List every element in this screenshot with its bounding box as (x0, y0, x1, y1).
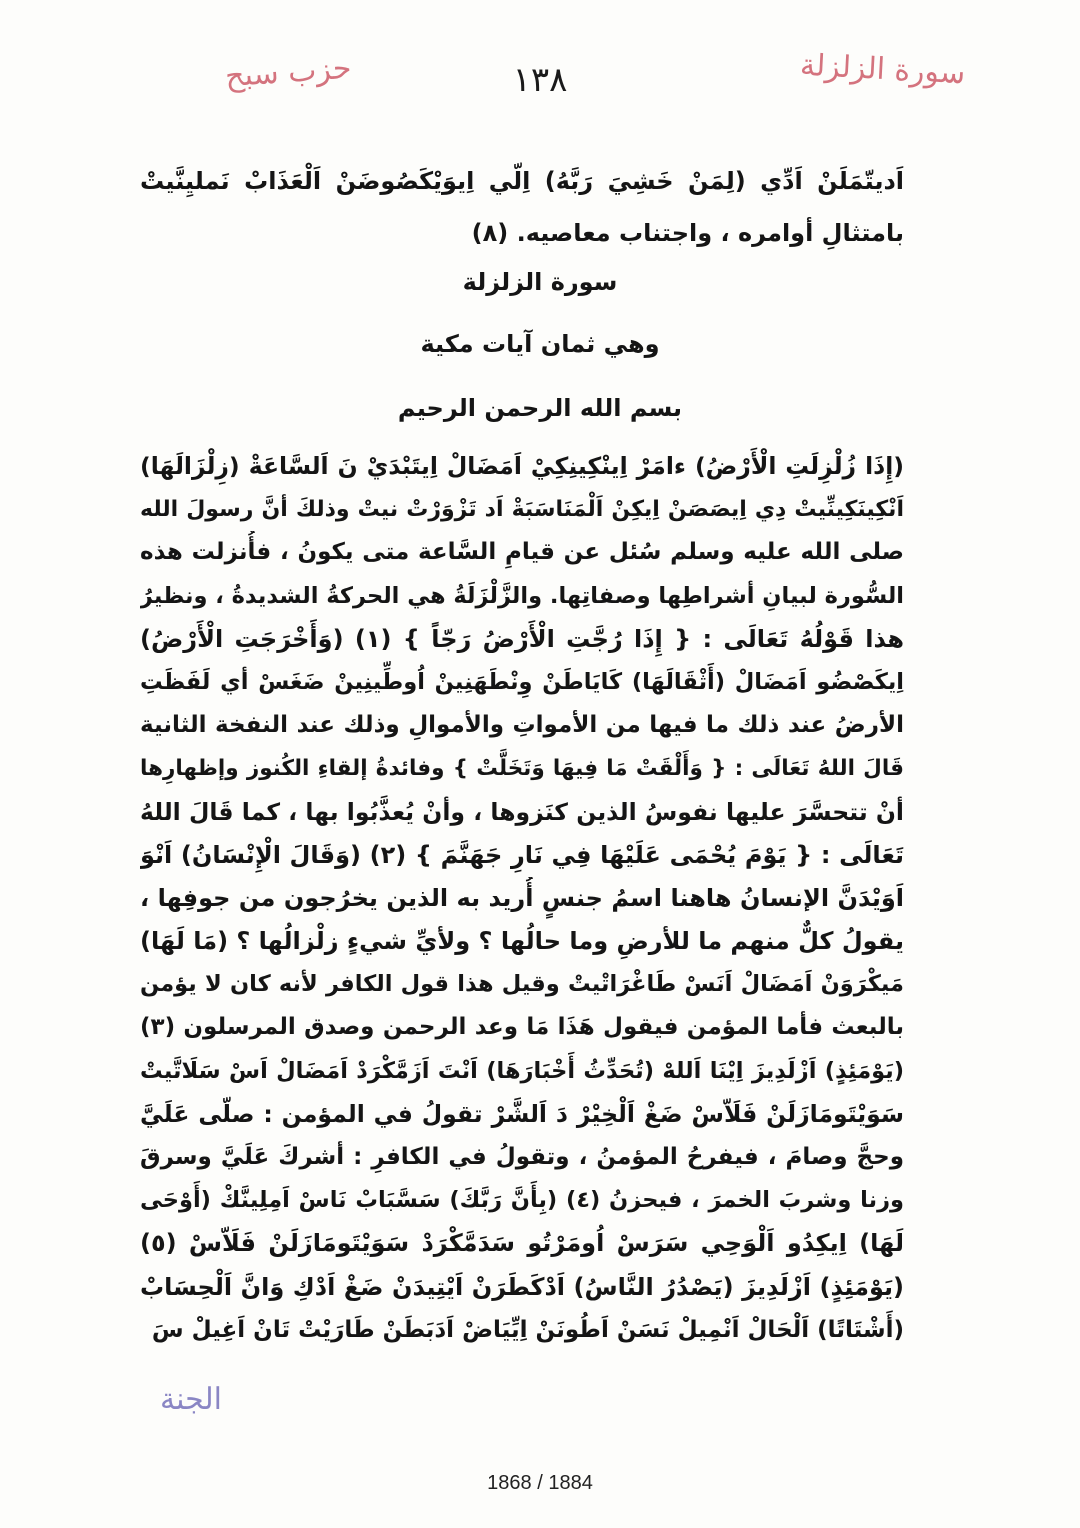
handwritten-note-hizb: حزب سبح (223, 50, 353, 95)
body-line: مَيكْرَوَنْ اَمَضَالْ اَنَسْ طَاغْرَاتْيتْ وقيل هذا قول الكافر لأنه كان لا يؤمن (140, 971, 904, 998)
basmala: بسم الله الرحمن الرحيم (397, 394, 683, 422)
body-line: (إِذَا زُلْزِلَتِ الْأَرْضُ) ءامَرْ اِينْكِينِكِيْ اَمَضَالْ اِيتَبْدَيْ نَ اَلسَّاعَةْ (زِلْزَالَهَا) (140, 452, 904, 480)
surah-subtitle: وهي ثمان آيات مكية (420, 330, 660, 358)
body-line: اَنْكِينَكِينِّيتْ دِي اِيصَصَنْ اِيكِنْ اَلْمَنَاسَبَةْ اَد تَزْوَرْتْ نيتْ وذلكَ أنَّ رسولَ الله (140, 497, 904, 523)
body-line: صلى الله عليه وسلم سُئل عن قيامِ السَّاعة متى يكونُ ، فأُنزلت هذه (140, 539, 904, 566)
page-counter: 1868 / 1884 (487, 1472, 593, 1494)
handwritten-note-bottom: الجنة (160, 1382, 222, 1417)
handwritten-note-surah: سورة الزلزلة (798, 47, 966, 92)
body-line: قَالَ اللهُ تَعَالَى : { وَأَلْقَتْ مَا فِيهَا وَتَخَلَّتْ } وفائدةُ إلقاءِ الكُنوز وإظهارِها (140, 756, 904, 782)
body-line: لَهَا) اِيكِدُو اَلْوَحِي سَرَسْ اُومَرْتُو سَدَمَّكْرَدْ سَوَيْتَومَازَلَنْ فَلَاّسْ (٥) (140, 1229, 904, 1258)
body-line: وحجَّ وصامَ ، فيفرحُ المؤمنُ ، وتقولُ في الكافرِ : أشركَ عَلَيَّ وسرقَ (140, 1144, 904, 1170)
body-line: أنْ تتحسَّرَ عليها نفوسُ الذين كنَزوها ، وأنْ يُعذَّبُوا بها ، كما قَالَ اللهُ (140, 797, 904, 826)
body-line: سَوَيْتَومَازَلَنْ فَلَاّسْ ضَغْ اَلْخِيْرْ دَ اَلشَّرْ تقولُ في المؤمن : صلّى عَلَيَّ (140, 1099, 904, 1128)
page-number: ١٣٨ (512, 60, 568, 100)
body-line: (أَشْتَاتًا) اَلْحَالْ اَنْمِيلْ نَسَنْ اَطُونَنْ اِيِّيَاضْ اَدَبَطَنْ طَارَيْتْ تَانْ اَغِيلْ سَ (151, 1316, 904, 1343)
surah-title: سورة الزلزلة (462, 268, 618, 296)
body-line: اِيكَصْضُو اَمَضَالْ (أَثْقَالَهَا) كَايَاطَنْ وِنْطَهَنِينْ اُوطِّينِينْ ضَغَسْ أي لَفَظَتِ (140, 668, 904, 695)
commentary-body (140, 445, 904, 1352)
body-line: وزنا وشربَ الخمرَ ، فيحزنُ (٤) (بِأَنَّ رَبَّكَ) سَسَّبَابْ نَاسْ اَمِلِينَّكْ (أَوْحَى (140, 1187, 904, 1214)
body-line: بالبعث فأما المؤمن فيقول هَذَا مَا وعد الرحمن وصدق المرسلون (٣) (140, 1014, 904, 1041)
body-line: (يَوْمَئِذٍ) اَزْلَدِيزَ (يَصْدُرُ النَّاسُ) اَدْكَطَرَنْ اَيْتِيدَنْ ضَغْ اَدْكِ وَانَّ اَلْحِسَابْ (140, 1272, 904, 1301)
body-line: اَوَيْدَنَّ الإنسانُ هاهنا اسمُ جنسٍ أُريد به الذين يخرُجون من جوفِها ، (140, 883, 904, 912)
body-line: السُّورة لبيانِ أشراطِها وصفاتِها. والزَّلْزَلَةُ هي الحركةُ الشديدةُ ، ونظيرُ (140, 582, 904, 609)
body-line: هذا قَوْلُهُ تَعَالَى : { إِذَا رُجَّتِ الْأَرْضُ رَجّاً } (١) (وَأَخْرَجَتِ الْأَرْضُ) (140, 624, 904, 653)
body-line: تَعَالَى : { يَوْمَ يُحْمَى عَلَيْهَا فِي نَارِ جَهَنَّمَ } (٢) (وَقَالَ الْإِنْسَانُ) اَنْوَ (140, 840, 904, 869)
body-line: (يَوْمَئِذٍ) اَزْلَدِيزَ اِيْنَا اَللهْ (تُحَدِّثُ أَخْبَارَهَا) اَنْتَ اَزَمَّكْرَدْ اَمَضَالْ اَسْ سَلَاتَّيتْ (140, 1057, 904, 1084)
intro-paragraph: اَديتّمَلَنْ اَدِّي (لِمَنْ خَشِيَ رَبَّهُ) اِلّي اِيوَيْكَصُوضَنْ اَلْعَذَابْ نَمليِنَّيتْ بامتثالِ أوامره ، واجتناب معاصيه. (٨) (140, 167, 904, 247)
body-line: يقولُ كلٌّ منهم ما للأرضِ وما حالُها ؟ ولأيِّ شيءٍ زلْزالُها ؟ (مَا لَهَا) (140, 927, 904, 956)
body-line: الأرضُ عند ذلك ما فيها من الأمواتِ والأموالِ وذلك عند النفخة الثانية (140, 712, 904, 739)
